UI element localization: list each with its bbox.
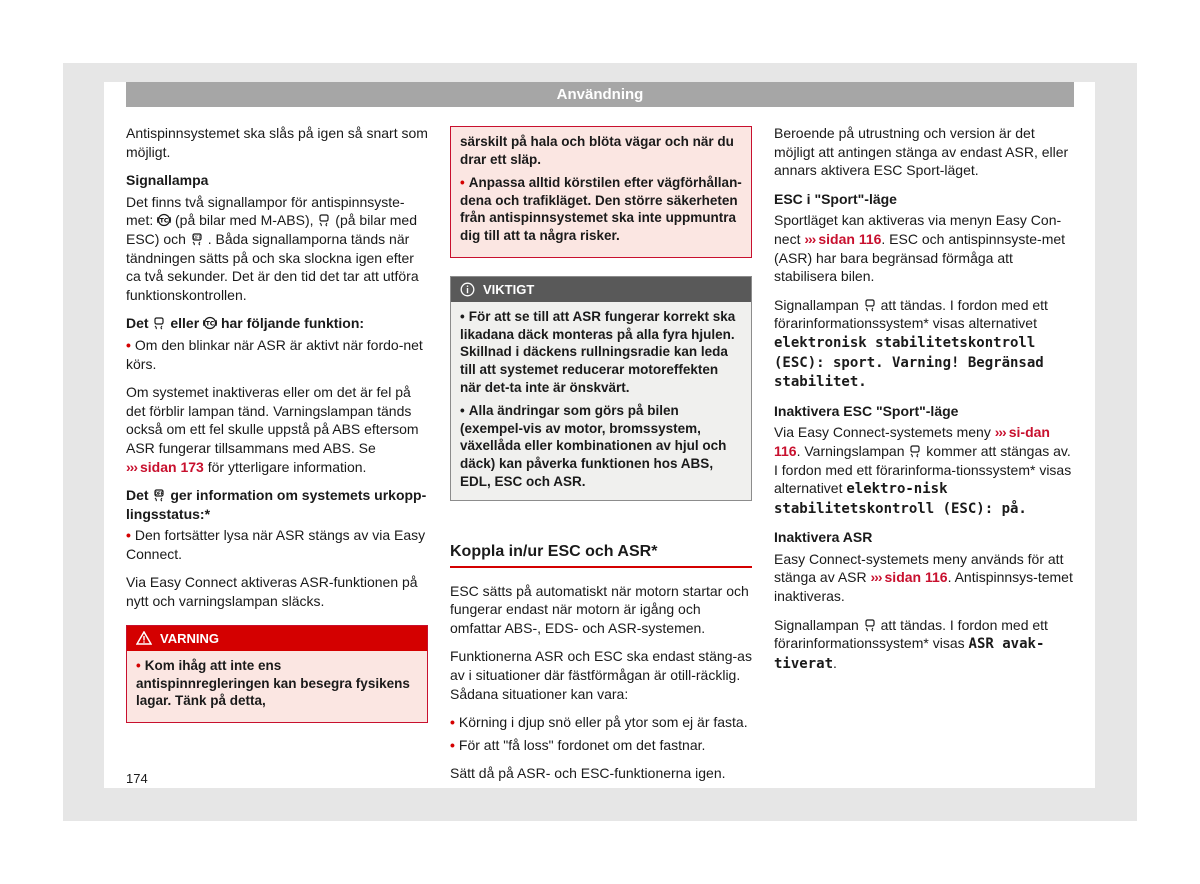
column-2: [450, 124, 752, 793]
paragraph: Signallampan att tändas. I fordon med ett förarinformationssystem* visas alternativet elektronisk stabilitetskontroll (ESC): sport. Varning! Begränsad stabilitet.: [774, 296, 1048, 391]
warning-box: [126, 625, 428, 723]
paragraph: Via Easy Connect-systemets meny ››› si-dan 116. Varningslampan kommer att stängas av. I fordon med ett förarinforma-tionssystem* visas alternativet elektro-nisk stabilitetskontroll (ESC): på.: [774, 424, 1072, 517]
subheading-function: Det eller TC har följande funktion:: [126, 315, 365, 332]
display-option: ASR avak-tiverat: [774, 636, 1045, 672]
svg-text:TC: TC: [205, 320, 215, 328]
paragraph: Signallampan att tändas. I fordon med ett förarinformationssystem* visas ASR avak-tiverat.: [774, 616, 1048, 672]
list-item: • Om den blinkar när ASR är aktivt när fordo-net körs.: [126, 336, 423, 372]
paragraph: Easy Connect-systemets meny används för att stänga av ASR ››› sidan 116. Antispinnsys-temet inaktiveras.: [774, 550, 1073, 605]
paragraph: Beroende på utrustning och version är det möjligt att antingen stänga av endast ASR, eller annars aktivera ESC Sport-läget.: [774, 125, 1069, 179]
subheading-status: Det OFF ger information om systemets urkopp-lingsstatus:*: [126, 487, 427, 522]
esc-car-skid-icon: [152, 316, 166, 330]
esc-car-skid-icon: [863, 618, 877, 632]
display-option: elektronisk stabilitetskontroll (ESC): sport. Varning! Begränsad stabilitet.: [774, 334, 1044, 391]
esc-car-skid-icon: [317, 213, 331, 227]
important-box: [450, 276, 752, 502]
paragraph: Antispinnsystemet ska slås på igen så snart som möjligt.: [126, 125, 428, 160]
esc-off-icon: [190, 232, 204, 246]
page-link[interactable]: ››› si-dan 116: [774, 424, 1050, 459]
page-link[interactable]: ››› sidan 173: [126, 458, 204, 475]
list-item: • För att se till att ASR fungerar korrekt ska likadana däck monteras på alla fyra hjulen. Skillnad i däckens rullningsradie kan leda till att systemet reducerar motoreffekten när det-ta inte är önskvärt.: [460, 309, 736, 395]
warning-body: [451, 127, 751, 257]
list-item: • Kom ihåg att inte ens antispinnregleringen kan besegra fysikens lagar. Tänk på detta,: [136, 658, 410, 709]
warning-body: [127, 651, 427, 722]
info-circle-icon: [460, 282, 475, 297]
subheading-sport: ESC i "Sport"-läge: [774, 190, 897, 207]
subheading-deactivate-sport: Inaktivera ESC "Sport"-läge: [774, 402, 959, 419]
page-link[interactable]: ››› sidan 116: [804, 230, 882, 247]
paragraph: Sportläget kan aktiveras via menyn Easy Con-nect ››› sidan 116. ESC och antispinnsyste-met (ASR) har bara begränsad förmåga att stabilisera bilen.: [774, 212, 1066, 285]
page-link[interactable]: ››› sidan 116: [870, 569, 948, 586]
display-option: elektro-nisk stabilitetskontroll (ESC): på.: [774, 481, 1027, 517]
warning-triangle-icon: [136, 631, 152, 645]
svg-text:OFF: OFF: [155, 491, 164, 497]
column-3: [774, 124, 1074, 683]
warning-box-continued: [450, 126, 752, 258]
subheading-deactivate-asr: Inaktivera ASR: [774, 529, 873, 546]
list-item: • För att "få loss" fordonet om det fastnar.: [450, 736, 706, 753]
list-item: • Alla ändringar som görs på bilen (exempel-vis av motor, bromssystem, växellåda eller kombinationen av hjul och däck) kan påverka funktionen hos ABS, EDL, ESC och ASR.: [460, 403, 727, 489]
svg-text:TC: TC: [159, 217, 169, 225]
important-body: [451, 302, 751, 500]
warning-header: VARNING: [127, 626, 427, 652]
esc-off-icon: [152, 488, 166, 502]
paragraph: särskilt på hala och blöta vägar och när du drar ett släp.: [460, 134, 734, 167]
esc-car-skid-icon: [863, 298, 877, 312]
list-item: • Den fortsätter lysa när ASR stängs av via Easy Connect.: [126, 527, 426, 562]
page-number: 174: [126, 771, 148, 786]
paragraph: Via Easy Connect aktiveras ASR-funktionen på nytt och varningslampan släcks.: [126, 574, 418, 610]
paragraph: Det finns två signallampor för antispinnsyste-met: TC (på bilar med M-ABS), (på bilar med ESC) och OFF . Båda signallamporna tänds när tändningen sätts på och ska slockna igen efter ca två sekunder. Det är den tid det tar att utföra funktionskontrollen.: [126, 193, 419, 303]
paragraph: Funktionerna ASR och ESC ska endast stäng-as av i situationer där fästförmågan är otill-räcklig. Sådana situationer kan vara:: [450, 648, 752, 702]
paragraph: Sätt då på ASR- och ESC-funktionerna igen.: [450, 765, 726, 782]
list-item: • Körning i djup snö eller på ytor som ej är fasta.: [450, 714, 748, 731]
subheading-signallampa: Signallampa: [126, 172, 209, 189]
section-header: Användning: [126, 82, 1074, 107]
tc-warning-lamp-icon: [157, 213, 171, 227]
list-item: • Anpassa alltid körstilen efter vägförhållan-dena och trafikläget. Den större säkerheten från antispinnsystemet ska inte uppmuntra dig till att ta några risker.: [460, 175, 742, 243]
paragraph: Om systemet inaktiveras eller om det är fel på det förblir lampan tänd. Varningslampan tänds också om ett fel skulle uppstå på ABS eftersom ASR fungerar tillsammans med ABS. Se ››› sidan 173 för ytterligare information.: [126, 384, 419, 475]
column-1: [126, 124, 428, 723]
important-header: VIKTIGT: [451, 277, 751, 303]
tc-warning-lamp-icon: [203, 316, 217, 330]
esc-car-skid-icon: [908, 444, 922, 458]
svg-text:OFF: OFF: [192, 234, 201, 240]
section-title: Koppla in/ur ESC och ASR*: [450, 543, 752, 568]
paragraph: ESC sätts på automatiskt när motorn startar och fungerar endast när motorn är igång och omfattar ABS-, EDS- och ASR-systemen.: [450, 582, 749, 636]
